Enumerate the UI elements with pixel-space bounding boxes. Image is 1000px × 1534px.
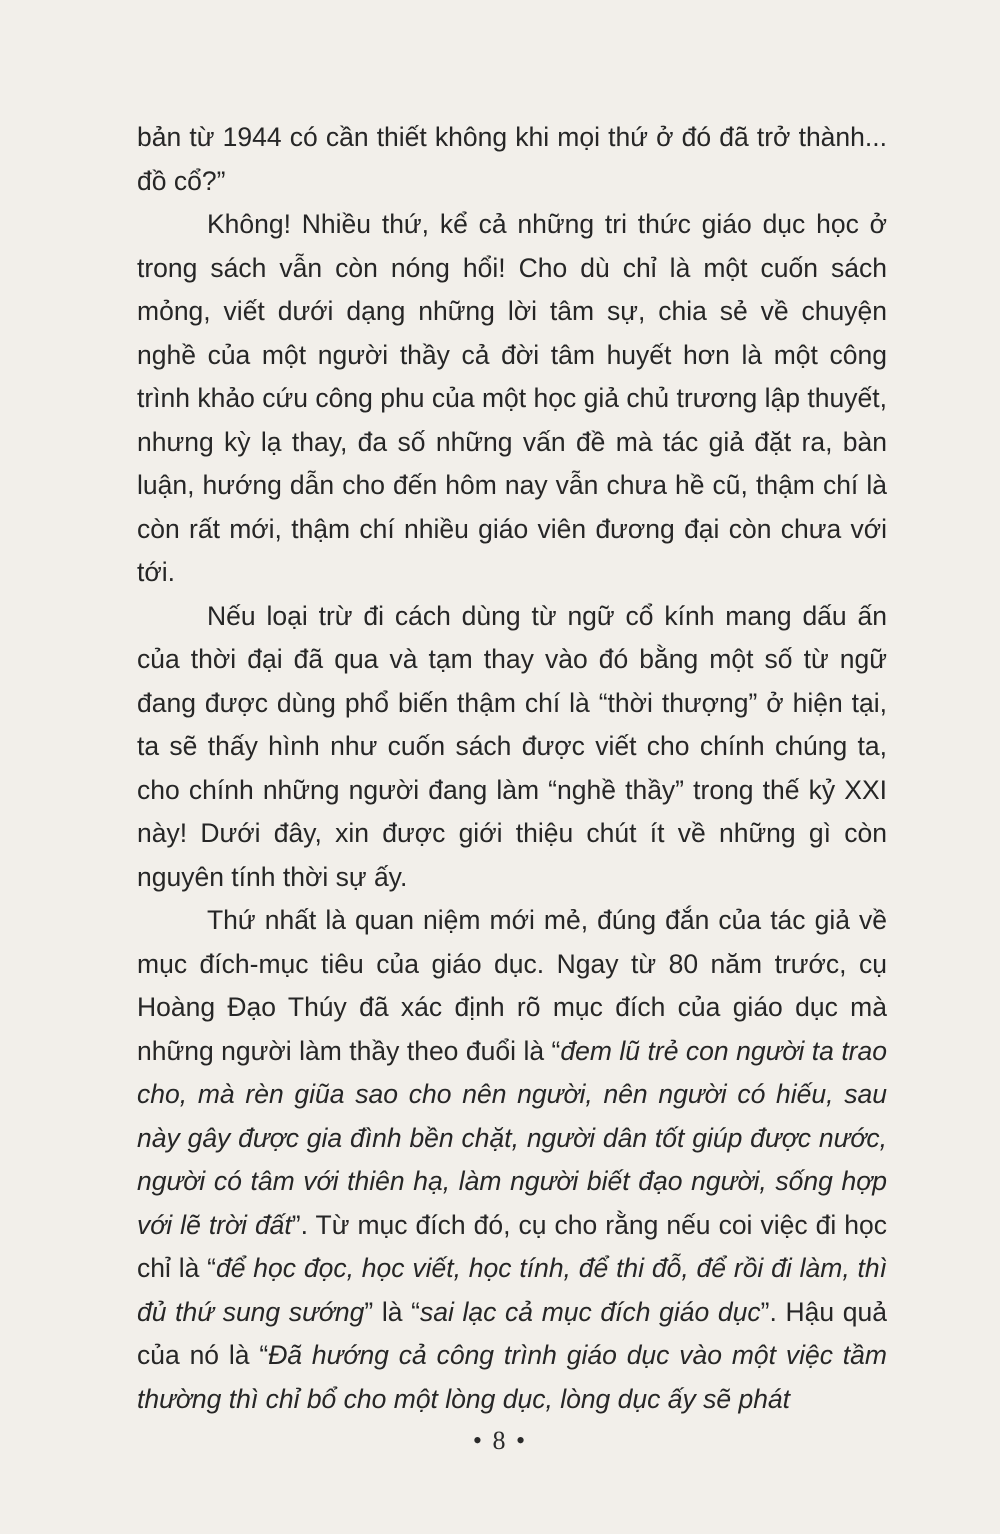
text-run: ”. Hậu quả của nó là “ (137, 1296, 887, 1370)
text-run: Thứ nhất là quan niệm mới mẻ, đúng đắn của tác giả về mục đích-mục tiêu của giáo dục. Ngay từ 80 năm trước, cụ Hoàng Đạo Thúy đã xác định rõ mục đích của giáo dục mà những người làm thầy theo đuổi là “ (137, 905, 887, 1066)
paragraph-0 (137, 116, 887, 203)
body-text (137, 116, 887, 1421)
paragraph-1 (137, 203, 887, 595)
text-run: Nếu loại trừ đi cách dùng từ ngữ cổ kính mang dấu ấn của thời đại đã qua và tạm thay vào đó bằng một số từ ngữ đang được dùng phổ biến thậm chí là “thời thượng” ở hiện tại, ta sẽ thấy hình như cuốn sách được viết cho chính chúng ta, cho chính những người đang làm “nghề thầy” trong thế kỷ XXI này! Dưới đây, xin được giới thiệu chút ít về những gì còn nguyên tính thời sự ấy. (137, 600, 887, 892)
italic-quote: Đã hướng cả công trình giáo dục vào một việc tầm thường thì chỉ bổ cho một lòng dục, lòng dục ấy sẽ phát (137, 1340, 887, 1414)
text-run: Không! Nhiều thứ, kể cả những tri thức giáo dục học ở trong sách vẫn còn nóng hổi! Cho dù chỉ là một cuốn sách mỏng, viết dưới dạng những lời tâm sự, chia sẻ về chuyện nghề của một người thầy cả đời tâm huyết hơn là một công trình khảo cứu công phu của một học giả chủ trương lập thuyết, nhưng kỳ lạ thay, đa số những vấn đề mà tác giả đặt ra, bàn luận, hướng dẫn cho đến hôm nay vẫn chưa hề cũ, thậm chí là còn rất mới, thậm chí nhiều giáo viên đương đại còn chưa với tới. (137, 209, 887, 587)
italic-quote: đem lũ trẻ con người ta trao cho, mà rèn giũa sao cho nên người, nên người có hiếu, sau này gây được gia đình bền chặt, người dân tốt giúp được nước, người có tâm với thiên hạ, làm người biết đạo người, sống hợp với lẽ trời đất (137, 1035, 887, 1240)
paragraph-3 (137, 899, 887, 1421)
page-number: • 8 • (472, 1426, 528, 1455)
text-run: bản từ 1944 có cần thiết không khi mọi thứ ở đó đã trở thành... đồ cổ?” (137, 122, 887, 196)
paragraph-2 (137, 595, 887, 900)
text-run: ”. Từ mục đích đó, cụ cho rằng nếu coi việc đi học chỉ là “ (137, 1209, 887, 1283)
text-run: ” là “ (364, 1296, 420, 1327)
italic-quote: sai lạc cả mục đích giáo dục (419, 1296, 761, 1327)
italic-quote: để học đọc, học viết, học tính, để thi đỗ, để rồi đi làm, thì đủ thứ sung sướng (137, 1253, 887, 1327)
